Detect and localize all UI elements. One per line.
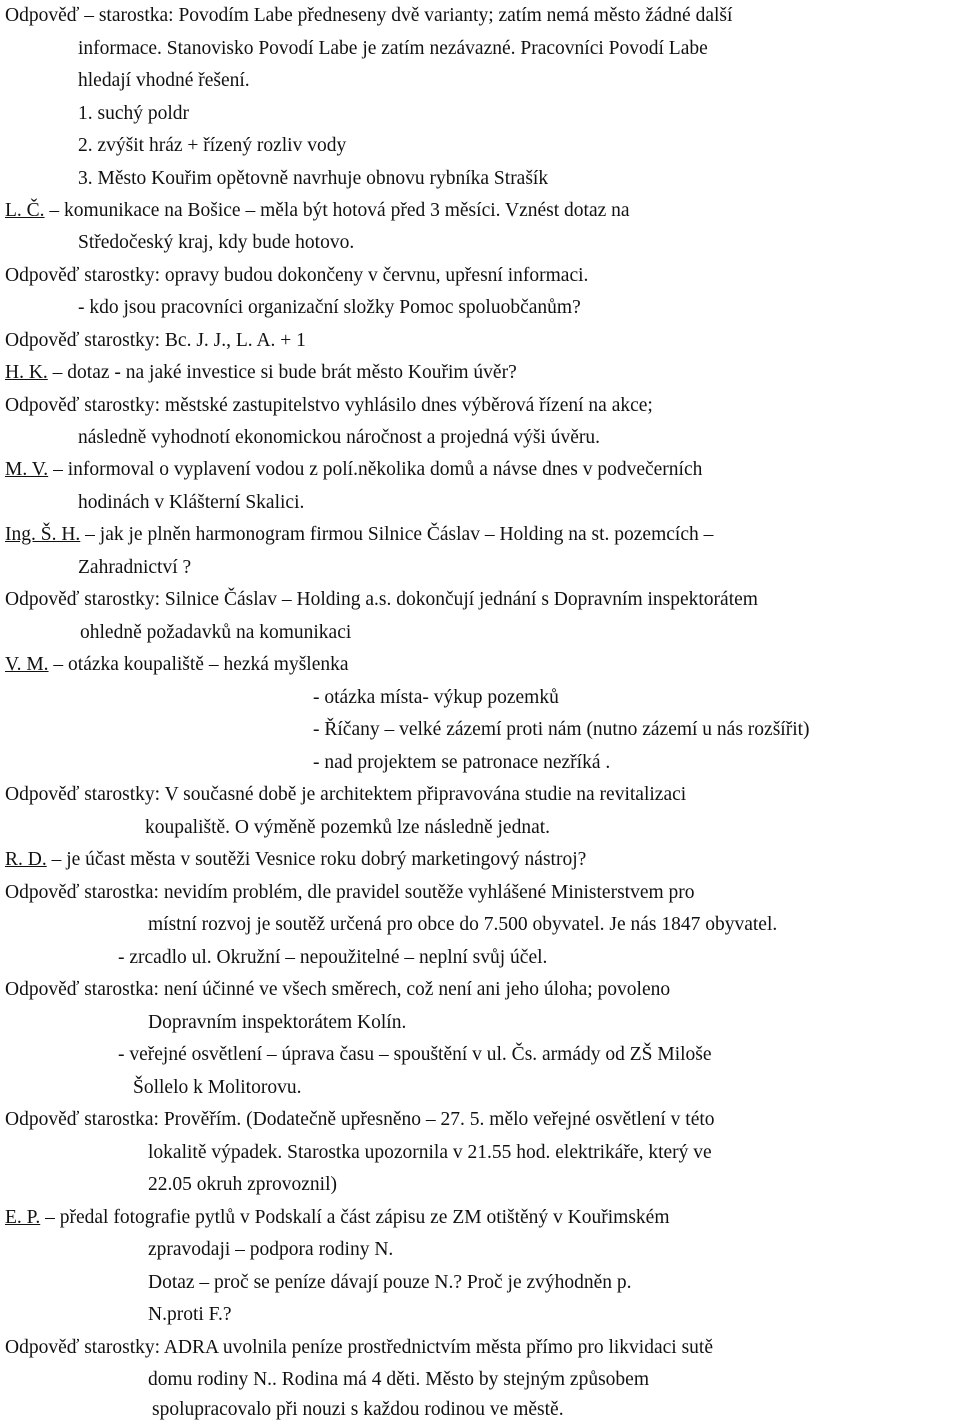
speaker-initials: L. Č. <box>5 200 45 221</box>
list-item: - otázka místa- výkup pozemků <box>313 687 559 708</box>
speaker-initials: M. V. <box>5 459 49 480</box>
text-line <box>5 361 517 385</box>
text-line: Odpověď – starostka: Povodím Labe předneseny dvě varianty; zatím nemá město žádné další <box>5 5 733 26</box>
list-item: - Říčany – velké zázemí proti nám (nutno zázemí u nás rozšířit) <box>313 719 810 740</box>
answer-line: Odpověď starostka: nevidím problém, dle pravidel soutěže vyhlášené Ministerstvem pro <box>5 882 695 903</box>
text-line: - kdo jsou pracovníci organizační složky Pomoc spoluobčanům? <box>78 297 581 318</box>
speaker-initials: V. M. <box>5 654 49 675</box>
speaker-initials: Ing. Š. H. <box>5 524 81 545</box>
text-line <box>5 1206 670 1230</box>
answer-line: Odpověď starostka: není účinné ve všech směrech, což není ani jeho úloha; povoleno <box>5 979 671 1000</box>
list-item: - zrcadlo ul. Okružní – nepoužitelné – neplní svůj účel. <box>118 947 548 968</box>
text-line <box>5 653 349 677</box>
text-line: Dopravním inspektorátem Kolín. <box>148 1012 407 1033</box>
text-line: lokalitě výpadek. Starostka upozornila v 21.55 hod. elektrikáře, který ve <box>148 1142 712 1163</box>
text-line: zpravodaji – podpora rodiny N. <box>148 1239 394 1260</box>
answer-line: Odpověď starostky: městské zastupitelstvo vyhlásilo dnes výběrová řízení na akce; <box>5 395 653 416</box>
list-item: 1. suchý poldr <box>78 103 190 124</box>
list-item: 3. Město Kouřim opětovně navrhuje obnovu rybníka Strašík <box>78 168 549 189</box>
answer-line: Odpověď starostky: Bc. J. J., L. A. + 1 <box>5 330 306 351</box>
text-line: koupaliště. O výměně pozemků lze následně jednat. <box>145 817 551 838</box>
text-run: – předal fotografie pytlů v Podskalí a část zápisu ze ZM otištěný v Kouřimském <box>40 1207 670 1228</box>
speaker-initials: E. P. <box>5 1207 41 1228</box>
text-line: Zahradnictví ? <box>78 557 192 578</box>
text-line: N.proti F.? <box>148 1304 232 1325</box>
text-line: Středočeský kraj, kdy bude hotovo. <box>78 232 355 253</box>
text-run: – je účast města v soutěži Vesnice roku dobrý marketingový nástroj? <box>46 849 587 870</box>
text-line: místní rozvoj je soutěž určená pro obce do 7.500 obyvatel. Je nás 1847 obyvatel. <box>148 914 778 935</box>
list-item: - veřejné osvětlení – úprava času – spouštění v ul. Čs. armády od ZŠ Miloše <box>118 1044 712 1065</box>
answer-line: Odpověď starostky: Silnice Čáslav – Holding a.s. dokončují jednání s Dopravním inspektorátem <box>5 589 758 610</box>
text-run: – otázka koupaliště – hezká myšlenka <box>48 654 349 675</box>
text-line: Šollelo k Molitorovu. <box>133 1077 302 1098</box>
list-item: - nad projektem se patronace nezříká . <box>313 752 611 773</box>
text-line: 22.05 okruh zprovoznil) <box>148 1174 338 1195</box>
text-line: Dotaz – proč se peníze dávají pouze N.? Proč je zvýhodněn p. <box>148 1272 632 1293</box>
text-run: – komunikace na Bošice – měla být hotová před 3 měsíci. Vznést dotaz na <box>44 200 630 221</box>
text-run: – dotaz - na jaké investice si bude brát město Kouřim úvěr? <box>47 362 517 383</box>
text-line: hodinách v Klášterní Skalici. <box>78 492 305 513</box>
text-run: – jak je plněn harmonogram firmou Silnice Čáslav – Holding na st. pozemcích – <box>80 524 714 545</box>
text-line: informace. Stanovisko Povodí Labe je zatím nezávazné. Pracovníci Povodí Labe <box>78 38 708 59</box>
text-line <box>5 458 702 482</box>
text-line: spolupracovalo při nouzi s každou rodinou ve městě. <box>152 1399 564 1420</box>
list-item: 2. zvýšit hráz + řízený rozliv vody <box>78 135 347 156</box>
text-line: ohledně požadavků na komunikaci <box>80 622 352 643</box>
text-line: hledají vhodné řešení. <box>78 70 250 91</box>
text-line: následně vyhodnotí ekonomickou náročnost a projedná výši úvěru. <box>78 427 601 448</box>
text-run: – informoval o vyplavení vodou z polí.několika domů a návse dnes v podvečerních <box>48 459 703 480</box>
speaker-initials: H. K. <box>5 362 48 383</box>
answer-line: Odpověď starostka: Prověřím. (Dodatečně upřesněno – 27. 5. mělo veřejné osvětlení v této <box>5 1109 715 1130</box>
answer-line: Odpověď starostky: ADRA uvolnila peníze prostřednictvím města přímo pro likvidaci sutě <box>5 1337 713 1358</box>
text-line <box>5 523 713 547</box>
text-line <box>5 848 586 872</box>
answer-line: Odpověď starostky: V současné době je architektem připravována studie na revitalizaci <box>5 784 687 805</box>
text-line <box>5 199 630 223</box>
text-line: domu rodiny N.. Rodina má 4 děti. Město by stejným způsobem <box>148 1369 649 1390</box>
answer-line: Odpověď starostky: opravy budou dokončeny v červnu, upřesní informaci. <box>5 265 589 286</box>
speaker-initials: R. D. <box>5 849 47 870</box>
